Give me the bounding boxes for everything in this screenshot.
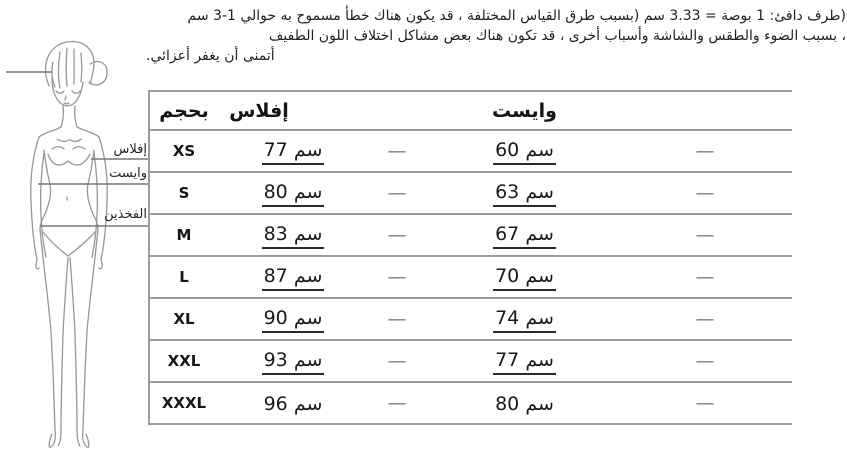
waist-value-cell: 67 سم <box>472 215 577 255</box>
dash-cell: — <box>387 266 407 288</box>
waist-value-cell: 74 سم <box>472 299 577 339</box>
bust-value-cell: 77 سم <box>238 131 348 171</box>
figure-label-thighs: الفخذين <box>104 207 147 222</box>
waist-value-cell: 60 سم <box>472 131 577 171</box>
dash-cell: — <box>387 224 407 246</box>
table-row-l <box>150 257 792 299</box>
bust-value-cell: 90 سم <box>238 299 348 339</box>
size-cell: XL <box>173 310 195 328</box>
waist-value-cell: 70 سم <box>472 257 577 297</box>
dash-cell: — <box>695 182 715 204</box>
size-cell: S <box>178 184 190 202</box>
measurement-note <box>146 6 846 66</box>
dash-cell: — <box>695 224 715 246</box>
dash-cell: — <box>387 182 407 204</box>
bust-value-cell: 93 سم <box>238 341 348 381</box>
note-line-3: أتمنى أن يغفر أعزائي. <box>146 48 275 64</box>
dash-cell: — <box>695 392 715 414</box>
dash-cell: — <box>695 266 715 288</box>
size-cell: XXXL <box>161 394 207 412</box>
table-row-xxl <box>150 341 792 383</box>
dash-cell: — <box>387 392 407 414</box>
size-cell: M <box>176 226 192 244</box>
dash-cell: — <box>695 350 715 372</box>
dash-cell: — <box>387 140 407 162</box>
size-cell: XS <box>172 142 196 160</box>
bust-value-cell: 83 سم <box>238 215 348 255</box>
waist-value-cell: 77 سم <box>472 341 577 381</box>
note-line-1: (طرف دافئ: 1 بوصة = 3.33 سم (بسبب طرق القياس المختلفة ، قد يكون هناك خطأ مسموح به حوالي 1-3 سم <box>187 8 846 24</box>
header-waist: وايست <box>492 99 557 122</box>
dash-cell: — <box>387 308 407 330</box>
table-row-xxxl <box>150 383 792 425</box>
size-cell: XXL <box>167 352 201 370</box>
header-bust: إفلاس <box>229 99 289 122</box>
note-line-2: ، بسبب الضوء والطقس والشاشة وأسباب أخرى ، قد تكون هناك بعض مشاكل اختلاف اللون الطفيف <box>268 28 846 44</box>
dash-cell: — <box>387 350 407 372</box>
bust-value-cell: 87 سم <box>238 257 348 297</box>
table-row-xs <box>150 131 792 173</box>
woman-figure-sketch <box>0 0 150 459</box>
figure-label-waist: وايست <box>109 166 147 181</box>
size-chart-table <box>148 90 792 425</box>
waist-value-cell: 80 سم <box>495 393 554 415</box>
table-header-row <box>150 92 792 131</box>
bust-value-cell: 80 سم <box>238 173 348 213</box>
header-size: بحجم <box>159 99 209 122</box>
size-cell: L <box>179 268 189 286</box>
table-row-m <box>150 215 792 257</box>
table-row-xl <box>150 299 792 341</box>
dash-cell: — <box>695 140 715 162</box>
waist-value-cell: 63 سم <box>472 173 577 213</box>
table-row-s <box>150 173 792 215</box>
figure-label-bust: إفلاس <box>113 142 147 157</box>
bust-value-cell: 96 سم <box>263 393 323 415</box>
dash-cell: — <box>695 308 715 330</box>
